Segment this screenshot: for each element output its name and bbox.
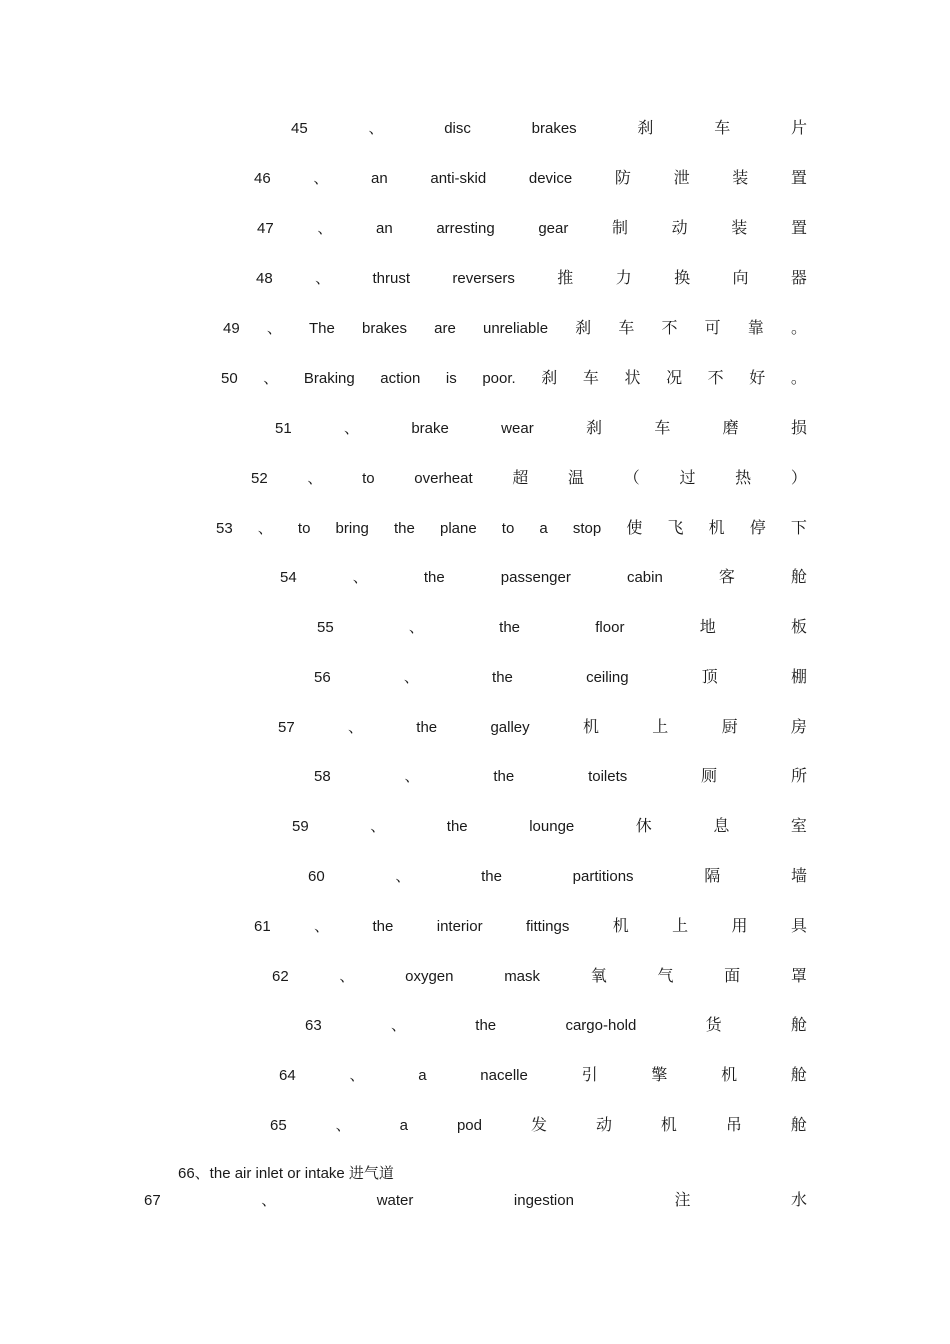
chinese-char: 机	[721, 1065, 738, 1084]
chinese-char: 房	[790, 717, 807, 736]
chinese-char: 泄	[673, 168, 690, 187]
chinese-char: 。	[790, 318, 807, 337]
chinese-char: 不	[707, 368, 724, 387]
chinese-char: 息	[713, 816, 730, 835]
english-word: oxygen	[405, 968, 454, 985]
entry-separator: 、	[335, 1117, 351, 1134]
chinese-char: 器	[790, 268, 807, 287]
chinese-char: 舱	[790, 567, 807, 586]
chinese-char: 刹	[541, 368, 558, 387]
english-word: to	[362, 470, 375, 487]
chinese-char: 制	[611, 218, 628, 237]
entry-number: 47	[257, 220, 274, 237]
entry-number: 54	[280, 569, 297, 586]
english-word: fittings	[525, 918, 570, 935]
chinese-char: 罩	[790, 966, 807, 985]
english-word: the	[446, 818, 468, 835]
english-word: water	[376, 1192, 414, 1209]
chinese-char: 机	[612, 916, 629, 935]
chinese-char: 隔	[704, 866, 721, 885]
vocab-line-57	[278, 717, 807, 738]
chinese-char: ）	[790, 468, 807, 487]
vocab-line-66: 66、the air inlet or intake 进气道	[178, 1165, 394, 1182]
english-word: galley	[490, 719, 530, 736]
chinese-char: 厨	[721, 717, 738, 736]
chinese-char: 具	[790, 916, 807, 935]
chinese-char: 水	[790, 1190, 807, 1209]
entry-separator: 、	[408, 619, 424, 636]
english-word: are	[434, 320, 456, 337]
chinese-char: 超	[512, 468, 529, 487]
english-word: cabin	[626, 569, 663, 586]
vocab-line-60	[308, 866, 807, 887]
entry-separator: 、	[339, 968, 355, 985]
entry-number: 46	[254, 170, 271, 187]
entry-number: 62	[272, 968, 289, 985]
entry-number: 52	[251, 470, 268, 487]
vocab-line-67	[144, 1190, 807, 1211]
entry-separator: 、	[313, 170, 329, 187]
english-word: interior	[436, 918, 483, 935]
english-word: disc	[444, 120, 471, 137]
vocab-line-62	[272, 966, 807, 987]
chinese-char: 板	[790, 617, 807, 636]
english-word: ceiling	[586, 669, 629, 686]
chinese-char: 机	[660, 1115, 677, 1134]
entry-number: 55	[317, 619, 334, 636]
english-word: stop	[572, 520, 602, 537]
entry-separator: 、	[317, 220, 333, 237]
english-word: pod	[456, 1117, 482, 1134]
chinese-char: 装	[731, 218, 748, 237]
chinese-char: 氧	[590, 966, 607, 985]
chinese-char: 擎	[651, 1065, 668, 1084]
english-word: poor.	[482, 370, 516, 387]
chinese-char: 。	[790, 368, 807, 387]
entry-number: 61	[254, 918, 271, 935]
chinese-char: 车	[654, 418, 671, 437]
english-word: passenger	[500, 569, 571, 586]
english-word: Braking	[303, 370, 355, 387]
english-word: is	[445, 370, 457, 387]
entry-number: 56	[314, 669, 331, 686]
english-word: to	[297, 520, 311, 537]
english-word: action	[380, 370, 421, 387]
english-word: overheat	[414, 470, 473, 487]
chinese-char: 顶	[701, 667, 718, 686]
chinese-char: 动	[671, 218, 688, 237]
english-word: an	[375, 220, 393, 237]
english-word: brakes	[361, 320, 408, 337]
english-word: the	[416, 719, 438, 736]
vocab-line-46	[254, 168, 807, 189]
chinese-char: 温	[568, 468, 585, 487]
entry-separator: 、	[314, 918, 330, 935]
entry-separator: 、	[352, 569, 368, 586]
entry-number: 67	[144, 1192, 161, 1209]
english-word: plane	[439, 520, 477, 537]
english-word: the	[481, 868, 502, 885]
english-word: brake	[411, 420, 449, 437]
entry-number: 45	[291, 120, 308, 137]
entry-separator: 、	[263, 370, 279, 387]
entry-number: 58	[314, 768, 331, 785]
chinese-char: 舱	[790, 1115, 807, 1134]
chinese-char: 靠	[747, 318, 764, 337]
chinese-char: 车	[582, 368, 599, 387]
chinese-char: 所	[790, 766, 807, 785]
chinese-char: 机	[708, 518, 725, 537]
chinese-char: 气	[657, 966, 674, 985]
chinese-char: 室	[790, 816, 807, 835]
entry-number: 49	[223, 320, 240, 337]
english-word: the	[475, 1017, 497, 1034]
chinese-char: 力	[615, 268, 632, 287]
chinese-char: 用	[731, 916, 748, 935]
chinese-char: 状	[624, 368, 641, 387]
vocab-line-53	[216, 518, 807, 539]
chinese-char: 动	[595, 1115, 612, 1134]
vocab-line-49	[223, 318, 807, 339]
chinese-char: 注	[674, 1190, 691, 1209]
english-word: floor	[595, 619, 625, 636]
vocab-line-56	[314, 667, 807, 688]
english-word: bring	[335, 520, 369, 537]
chinese-char: 换	[674, 268, 691, 287]
entry-separator: 、	[266, 320, 282, 337]
vocab-line-45	[291, 118, 807, 139]
chinese-char: 停	[749, 518, 766, 537]
vocab-line-54	[280, 567, 807, 588]
chinese-char: 装	[732, 168, 749, 187]
chinese-char: 置	[790, 218, 807, 237]
english-word: the	[499, 619, 521, 636]
chinese-char: 下	[790, 518, 807, 537]
chinese-char: 损	[790, 418, 807, 437]
chinese-char: 可	[704, 318, 721, 337]
english-word: a	[539, 520, 548, 537]
entry-separator: 、	[344, 420, 360, 437]
chinese-char: 休	[635, 816, 652, 835]
vocab-line-59	[292, 816, 807, 837]
entry-separator: 、	[315, 270, 331, 287]
english-word: the	[394, 520, 415, 537]
chinese-char: 客	[718, 567, 735, 586]
chinese-char: 舱	[790, 1065, 807, 1084]
chinese-char: 厕	[701, 766, 718, 785]
english-word: the	[493, 768, 515, 785]
english-word: partitions	[572, 868, 634, 885]
english-word: cargo-hold	[565, 1017, 637, 1034]
chinese-char: 向	[732, 268, 749, 287]
english-word: reversers	[452, 270, 515, 287]
english-word: The	[308, 320, 335, 337]
chinese-char: 推	[557, 268, 574, 287]
vocab-line-55	[317, 617, 807, 638]
english-word: to	[501, 520, 515, 537]
english-word: a	[418, 1067, 427, 1084]
entry-separator: 、	[404, 768, 420, 785]
vocab-line-52	[251, 468, 807, 489]
entry-separator: 、	[347, 719, 363, 736]
english-word: the	[372, 918, 394, 935]
entry-number: 53	[216, 520, 233, 537]
chinese-char: 磨	[722, 418, 739, 437]
entry-separator: 、	[395, 868, 411, 885]
chinese-char: 刹	[586, 418, 603, 437]
english-word: mask	[504, 968, 541, 985]
chinese-char: 热	[735, 468, 752, 487]
english-word: anti-skid	[430, 170, 487, 187]
english-word: gear	[538, 220, 569, 237]
chinese-char: 吊	[725, 1115, 742, 1134]
chinese-char: 车	[618, 318, 635, 337]
chinese-char: 发	[530, 1115, 547, 1134]
entry-separator: 、	[261, 1192, 277, 1209]
chinese-char: 况	[666, 368, 683, 387]
english-word: toilets	[588, 768, 628, 785]
entry-number: 57	[278, 719, 295, 736]
chinese-char: 引	[581, 1065, 598, 1084]
chinese-char: 墙	[790, 866, 807, 885]
chinese-char: 上	[672, 916, 689, 935]
english-word: a	[399, 1117, 408, 1134]
entry-separator: 、	[368, 120, 384, 137]
chinese-char: 刹	[575, 318, 592, 337]
chinese-char: 货	[705, 1015, 722, 1034]
english-word: unreliable	[482, 320, 549, 337]
entry-separator: 、	[257, 520, 273, 537]
entry-separator: 、	[403, 669, 419, 686]
english-word: an	[371, 170, 388, 187]
english-word: lounge	[529, 818, 575, 835]
english-word: wear	[501, 420, 534, 437]
vocab-line-47	[257, 218, 807, 239]
english-word: brakes	[531, 120, 577, 137]
chinese-char: 车	[714, 118, 731, 137]
vocab-line-65	[270, 1115, 807, 1136]
chinese-char: 刹	[637, 118, 654, 137]
chinese-char: 防	[614, 168, 631, 187]
entry-separator: 、	[349, 1067, 365, 1084]
chinese-char: 不	[661, 318, 678, 337]
entry-number: 51	[275, 420, 292, 437]
english-word: the	[492, 669, 513, 686]
entry-separator: 、	[307, 470, 323, 487]
chinese-char: 舱	[790, 1015, 807, 1034]
chinese-char: 上	[652, 717, 669, 736]
english-word: arresting	[436, 220, 495, 237]
entry-separator: 、	[390, 1017, 406, 1034]
chinese-char: 片	[790, 118, 807, 137]
chinese-char: 过	[679, 468, 696, 487]
entry-number: 63	[305, 1017, 322, 1034]
chinese-char: 置	[790, 168, 807, 187]
entry-number: 59	[292, 818, 309, 835]
chinese-char: 飞	[667, 518, 684, 537]
vocab-line-64	[279, 1065, 807, 1086]
chinese-char: 机	[582, 717, 599, 736]
entry-number: 64	[279, 1067, 296, 1084]
chinese-char: 使	[626, 518, 643, 537]
vocab-line-51	[275, 418, 807, 439]
english-word: the	[423, 569, 445, 586]
vocab-line-48	[256, 268, 807, 289]
vocab-line-58	[314, 766, 807, 787]
entry-number: 48	[256, 270, 273, 287]
entry-separator: 、	[370, 818, 386, 835]
entry-number: 50	[221, 370, 238, 387]
entry-number: 60	[308, 868, 325, 885]
chinese-char: 面	[724, 966, 741, 985]
english-word: thrust	[372, 270, 410, 287]
vocab-line-61	[254, 916, 807, 937]
english-word: ingestion	[513, 1192, 574, 1209]
entry-number: 65	[270, 1117, 287, 1134]
english-word: device	[528, 170, 573, 187]
chinese-char: 棚	[790, 667, 807, 686]
english-word: nacelle	[480, 1067, 528, 1084]
chinese-char: 好	[749, 368, 766, 387]
chinese-char: （	[623, 468, 640, 487]
vocab-line-50	[221, 368, 807, 389]
chinese-char: 地	[699, 617, 716, 636]
vocab-line-63	[305, 1015, 807, 1036]
